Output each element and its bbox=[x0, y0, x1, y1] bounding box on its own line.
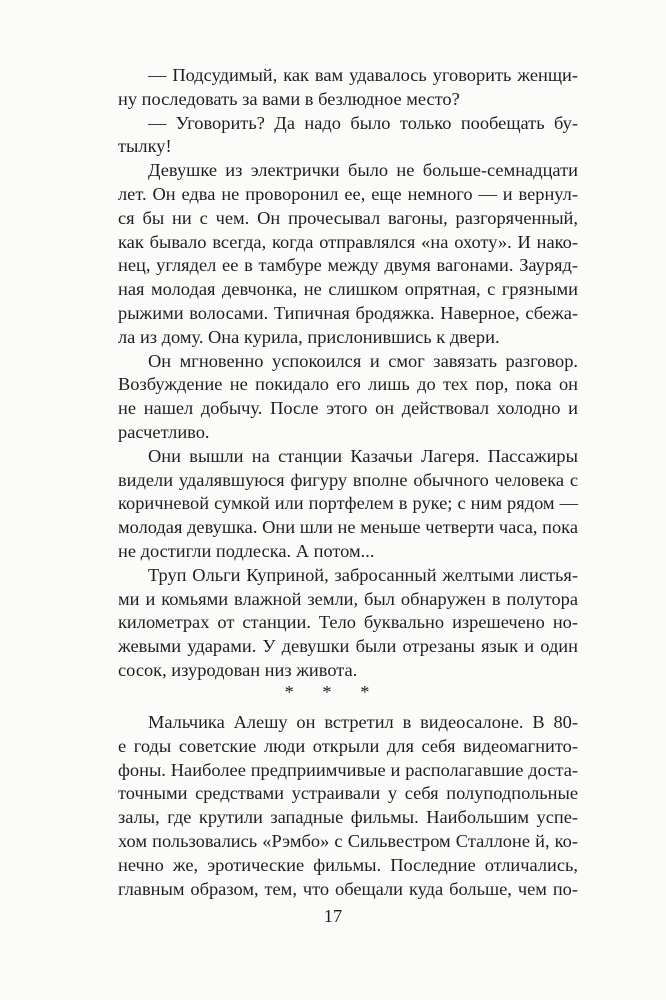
text-line: лет. Он едва не проворонил ее, еще немного — и вернул- bbox=[118, 183, 578, 204]
paragraph-station bbox=[88, 445, 578, 564]
text-line: тылку! bbox=[118, 136, 172, 157]
text-line: фоны. Наиболее предприимчивые и располагавшие доста- bbox=[118, 759, 578, 780]
paragraph-body-found bbox=[88, 564, 578, 683]
paragraph-dialogue-question bbox=[88, 64, 578, 112]
text-line: главным образом, тем, что обещали куда больше, чем по- bbox=[118, 878, 578, 899]
text-line: ну последовать за вами в безлюдное место? bbox=[118, 88, 460, 109]
paragraph-calm bbox=[88, 350, 578, 445]
paragraph-train-girl bbox=[88, 159, 578, 349]
text-line: километрах от станции. Тело буквально изрешечено но- bbox=[118, 612, 578, 633]
text-line: точными средствами устраивали у себя полуподпольные bbox=[118, 783, 578, 804]
text-line: Девушке из электрички было не больше-семнадцати bbox=[148, 160, 578, 181]
text-line: — Уговорить? Да надо было только пообещать бу- bbox=[148, 112, 578, 133]
text-line: коричневой сумкой или портфелем в руке; с ним рядом — bbox=[118, 493, 578, 514]
text-line: е годы советские люди открыли для себя видеомагнито- bbox=[118, 735, 578, 756]
text-line: Он мгновенно успокоился и смог завязать разговор. bbox=[148, 350, 578, 371]
paragraph-dialogue-answer bbox=[88, 112, 578, 160]
text-line: нечно же, эротические фильмы. Последние отличались, bbox=[118, 854, 578, 875]
text-section-2 bbox=[88, 711, 578, 901]
text-line: Мальчика Алешу он встретил в видеосалоне. В 80- bbox=[148, 712, 578, 732]
text-line: молодая девушка. Они шли не меньше четверти часа, пока bbox=[118, 517, 578, 538]
text-line: Труп Ольги Куприной, забросанный желтыми листья- bbox=[148, 564, 578, 585]
text-line: Они вышли на станции Казачьи Лагеря. Пассажиры bbox=[148, 445, 578, 466]
text-line: Возбуждение не покидало его лишь до тех пор, пока он bbox=[118, 374, 578, 395]
text-line: как бывало всегда, когда отправлялся «на охоту». И нако- bbox=[118, 231, 578, 252]
text-line: расчетливо. bbox=[118, 421, 210, 442]
text-line: видели удалявшуюся фигуру вполне обычного человека с bbox=[118, 469, 578, 490]
text-section-1 bbox=[88, 64, 578, 683]
text-line: хом пользовались «Рэмбо» с Сильвестром Сталлоне й, ко- bbox=[118, 830, 578, 851]
text-line: рыжими волосами. Типичная бродяжка. Наверное, сбежа- bbox=[118, 302, 578, 323]
text-line: жевыми ударами. У девушки были отрезаны язык и один bbox=[118, 636, 578, 657]
text-line: не нашел добычу. После этого он действовал холодно и bbox=[118, 398, 578, 419]
section-separator: * * * bbox=[284, 682, 382, 702]
text-line: сосок, изуродован низ живота. bbox=[118, 659, 358, 680]
text-line: ми и комьями влажной земли, был обнаружен в полутора bbox=[118, 588, 578, 609]
text-line: ная молодая девчонка, не слишком опрятная, с грязными bbox=[118, 279, 578, 300]
text-line: ся бы ни с чем. Он прочесывал вагоны, разгоряченный, bbox=[118, 207, 578, 228]
paragraph-video-salon bbox=[88, 711, 578, 901]
text-line: не достигли подлеска. А потом... bbox=[118, 540, 375, 561]
text-line: — Подсудимый, как вам удавалось уговорить женщи- bbox=[148, 65, 578, 85]
text-line: залы, где крутили западные фильмы. Наибольшим успе- bbox=[118, 807, 578, 828]
text-line: нец, углядел ее в тамбуре между двумя вагонами. Зауряд- bbox=[118, 255, 578, 276]
page-number: 17 bbox=[323, 906, 343, 926]
text-line: ла из дому. Она курила, прислонившись к двери. bbox=[118, 326, 500, 347]
